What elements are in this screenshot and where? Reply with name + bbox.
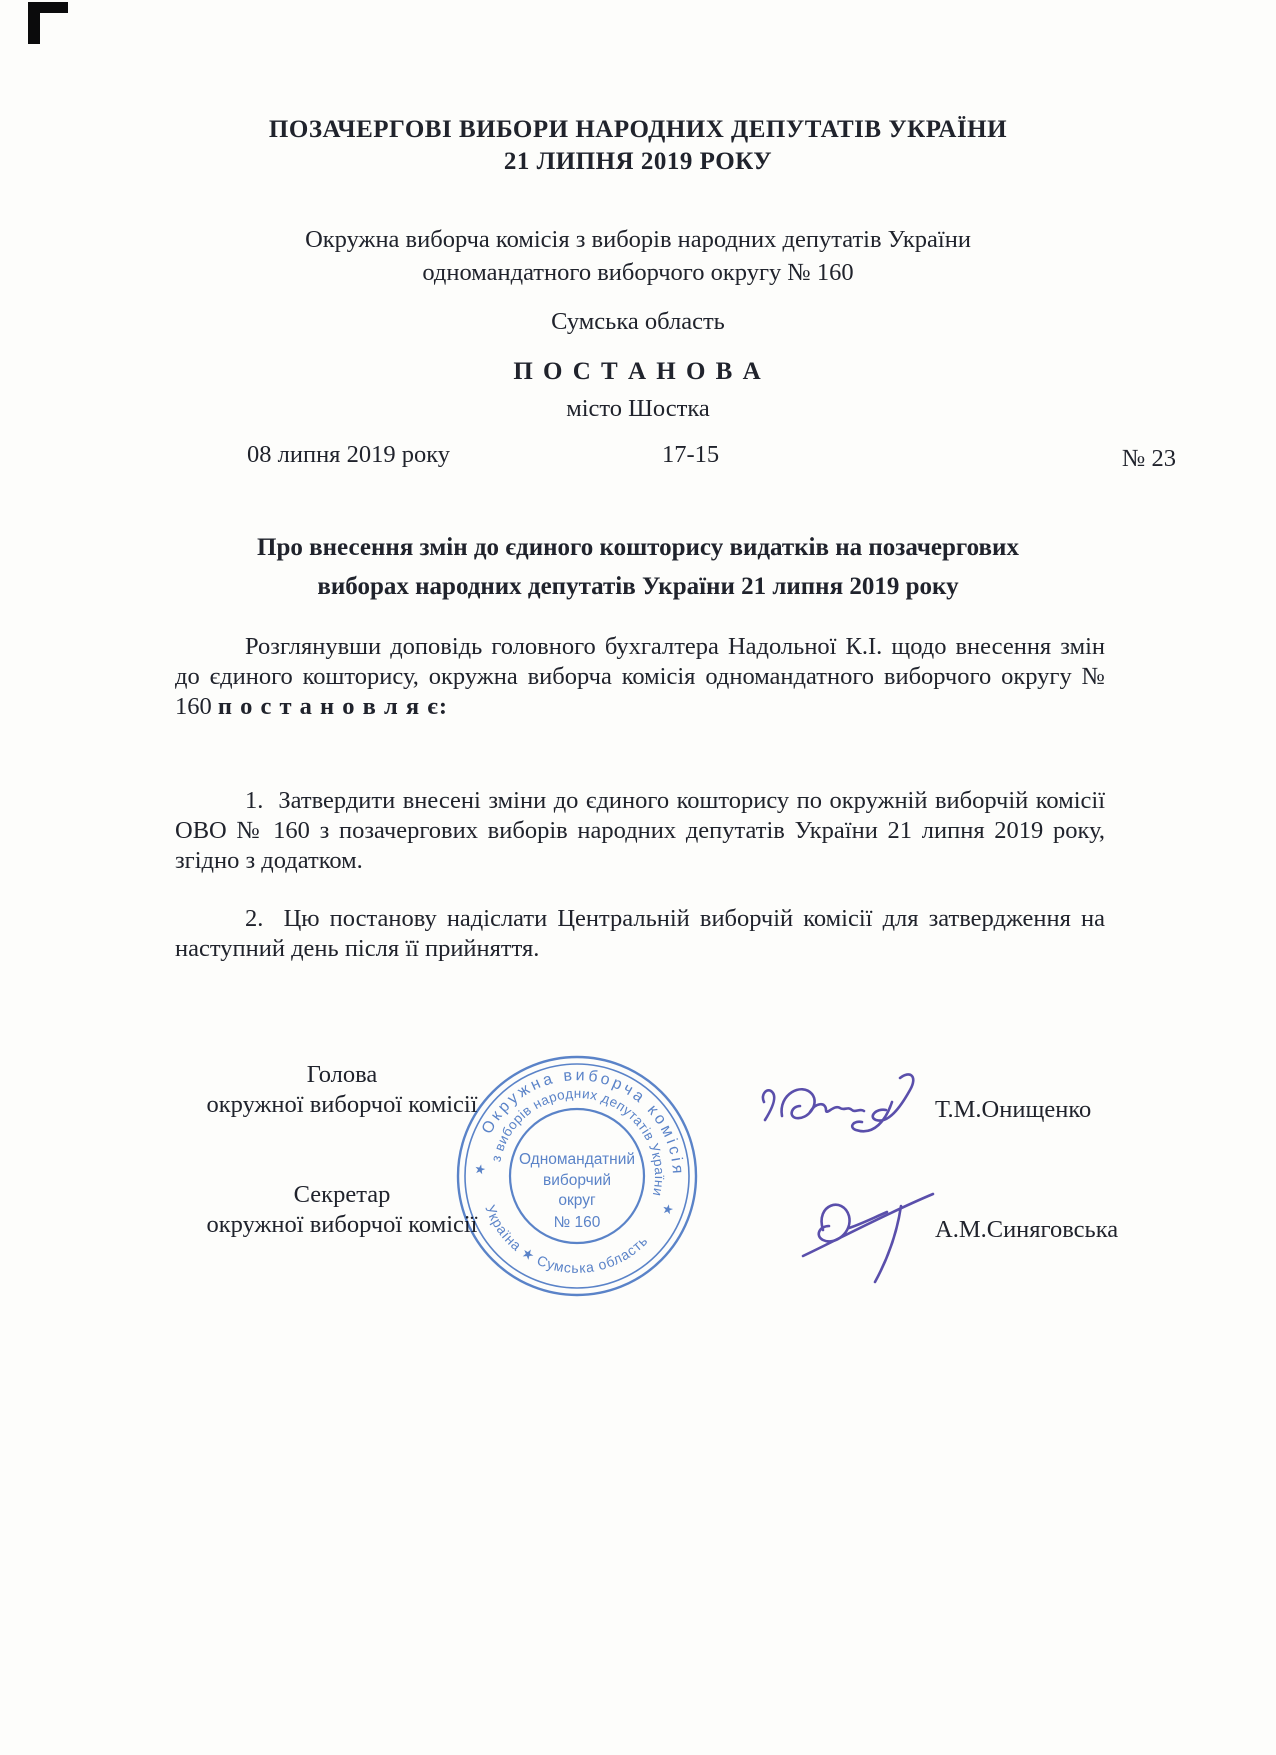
- region-name: Сумська область: [551, 308, 725, 335]
- head-signature-handwriting-icon: [752, 1068, 937, 1158]
- document-title-line1: ПОЗАЧЕРГОВІ ВИБОРИ НАРОДНИХ ДЕПУТАТІВ УКРАЇНИ: [268, 116, 1008, 143]
- document-time: 17-15: [662, 441, 720, 468]
- scan-corner-artifact: [28, 2, 68, 44]
- document-date: 08 липня 2019 року: [247, 441, 451, 468]
- stamp-ring-text-bottom: Україна ★ Сумська область: [482, 1202, 651, 1276]
- stamp-star-right-icon: ★: [660, 1200, 676, 1218]
- document-type: П О С Т А Н О В А: [513, 358, 763, 385]
- commission-name-line1: Окружна виборча комісія з виборів народних депутатів України: [305, 226, 971, 253]
- commission-name-line2: одномандатного виборчого округу № 160: [422, 259, 854, 286]
- stamp-star-left-icon: ★: [472, 1160, 488, 1178]
- secretary-name: А.М.Синяговська: [935, 1216, 1119, 1243]
- resolution-item-1: 1. Затвердити внесені зміни до єдиного кошторису по окружній виборчій комісії ОВО № 160 з позачергових виборів народних депутатів України 21 липня 2019 року, згідно з додатком.: [175, 787, 1105, 874]
- secretary-role-line2: окружної виборчої комісії: [206, 1211, 478, 1238]
- stamp-center-line2: виборчий: [542, 1172, 612, 1189]
- stamp-center-line4: № 160: [553, 1214, 601, 1231]
- head-name: Т.М.Онищенко: [935, 1096, 1092, 1123]
- document-title-line2: 21 ЛИПНЯ 2019 РОКУ: [503, 148, 773, 175]
- stamp-ring-text-middle: з виборів народних депутатів України: [488, 1085, 668, 1198]
- subject-line2: виборах народних депутатів України 21 липня 2019 року: [317, 573, 959, 600]
- preamble-text: Розглянувши доповідь головного бухгалтера Надольної К.І. щодо внесення змін до єдиного кошторису, окружна виборча комісія одномандатного виборчого округу № 160: [175, 633, 1105, 720]
- scan-corner-artifact-vertical-bar: [28, 2, 40, 44]
- stamp-center-line1: Одномандатний: [518, 1151, 636, 1168]
- resolution-item-2: 2. Цю постанову надіслати Центральній виборчій комісії для затвердження на наступний день після її прийняття.: [175, 905, 1105, 962]
- head-role-line2: окружної виборчої комісії: [206, 1091, 478, 1118]
- preamble-paragraph: [175, 632, 1105, 722]
- secretary-signature-handwriting-icon: [785, 1188, 945, 1288]
- subject-line1: Про внесення змін до єдиного кошторису видатків на позачергових: [257, 534, 1019, 561]
- document-number: № 23: [1122, 445, 1177, 472]
- stamp-ring-text-top: Окружна виборча комісія: [478, 1067, 686, 1175]
- head-role-line1: Голова: [306, 1061, 378, 1088]
- secretary-role-line1: Секретар: [293, 1181, 391, 1208]
- city-name: місто Шостка: [566, 395, 710, 422]
- stamp-center-line3: округ: [558, 1192, 596, 1209]
- resolves-text: п о с т а н о в л я є:: [217, 693, 448, 720]
- commission-round-stamp: [455, 1054, 699, 1298]
